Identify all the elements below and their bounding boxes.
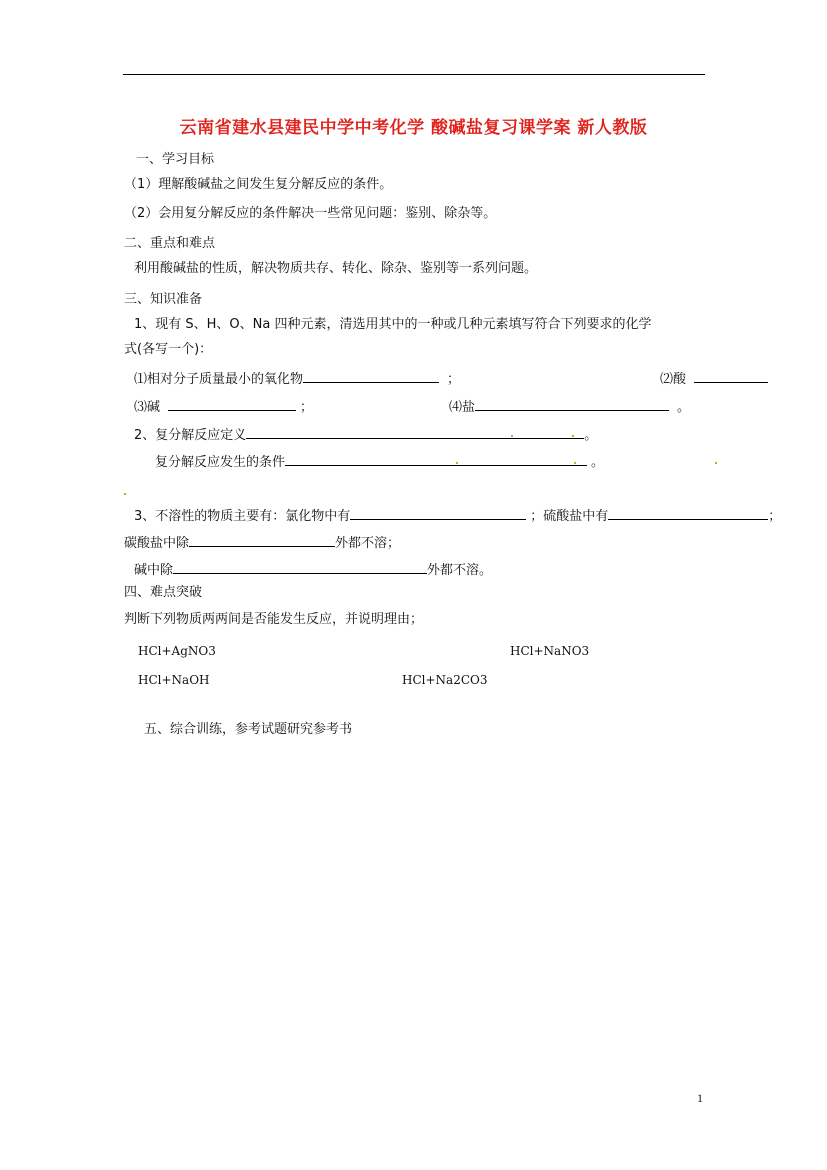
answer-blank[interactable] xyxy=(189,532,335,547)
answer-blank[interactable] xyxy=(694,368,768,383)
question-1a xyxy=(134,368,460,388)
answer-blank[interactable] xyxy=(475,396,669,411)
question-1b-label: ⑵酸 xyxy=(660,372,687,387)
question-1c xyxy=(134,396,313,416)
question-1c-label: ⑶碱 xyxy=(134,400,161,415)
speck xyxy=(572,435,574,437)
question-1d xyxy=(449,396,690,416)
speck xyxy=(574,462,576,464)
question-2b-label: 复分解反应发生的条件 xyxy=(155,455,286,470)
punct: ； xyxy=(768,509,782,524)
answer-blank[interactable] xyxy=(285,451,587,466)
section-2-heading: 二、重点和难点 xyxy=(124,236,216,251)
punct: ； xyxy=(447,372,461,387)
question-2a-label: 2、复分解反应定义 xyxy=(134,428,247,443)
answer-blank[interactable] xyxy=(168,396,296,411)
question-3a-mid: ；硫酸盐中有 xyxy=(530,509,609,524)
section-4-intro: 判断下列物质两两间是否能发生反应，并说明理由； xyxy=(124,612,424,627)
question-3a xyxy=(134,505,781,525)
answer-blank[interactable] xyxy=(173,559,427,574)
speck xyxy=(715,462,717,464)
question-1a-label: ⑴相对分子质量最小的氧化物 xyxy=(134,372,304,387)
answer-blank[interactable] xyxy=(246,424,584,439)
punct: ； xyxy=(300,400,314,415)
section-5-heading: 五、综合训练，参考试题研究参考书 xyxy=(144,722,353,737)
answer-blank[interactable] xyxy=(608,505,768,520)
question-3a-label: 3、不溶性的物质主要有：氯化物中有 xyxy=(134,509,351,524)
punct: 。 xyxy=(584,428,598,443)
header-rule xyxy=(123,74,705,75)
question-1d-label: ⑷盐 xyxy=(449,400,476,415)
section-1-heading: 一、学习目标 xyxy=(136,152,215,167)
reaction-pair: HCl+AgNO3 xyxy=(138,644,216,658)
reaction-pair: HCl+NaNO3 xyxy=(510,644,590,658)
speck xyxy=(511,435,513,437)
question-3b-end: 外都不溶； xyxy=(335,536,401,551)
question-3c xyxy=(134,559,492,579)
question-3b xyxy=(124,532,400,552)
reaction-pair: HCl+NaOH xyxy=(138,673,210,687)
document-title: 云南省建水县建民中学中考化学 酸碱盐复习课学案 新人教版 xyxy=(179,118,648,138)
question-3b-label: 碳酸盐中除 xyxy=(124,536,190,551)
question-1-line-1: 1、现有 S、H、O、Na 四种元素，清选用其中的一种或几种元素填写符合下列要求的化学 xyxy=(134,317,652,332)
question-2b xyxy=(155,451,604,471)
question-3c-end: 外都不溶。 xyxy=(427,563,493,578)
question-1-line-2: 式(各写一个)： xyxy=(124,342,213,357)
section-2-text: 利用酸碱盐的性质，解决物质共存、转化、除杂、鉴别等一系列问题。 xyxy=(134,261,538,276)
section-3-heading: 三、知识准备 xyxy=(124,292,203,307)
speck xyxy=(124,493,126,495)
speck xyxy=(456,462,458,464)
question-2a xyxy=(134,424,597,444)
answer-blank[interactable] xyxy=(350,505,526,520)
punct: 。 xyxy=(677,400,691,415)
reaction-pair: HCl+Na2CO3 xyxy=(402,673,488,687)
section-4-heading: 四、难点突破 xyxy=(124,585,203,600)
question-1b xyxy=(660,368,768,388)
question-3c-label: 碱中除 xyxy=(134,563,174,578)
answer-blank[interactable] xyxy=(303,368,439,383)
objective-2: （2）会用复分解反应的条件解决一些常见问题：鉴别、除杂等。 xyxy=(124,206,497,221)
objective-1: （1）理解酸碱盐之间发生复分解反应的条件。 xyxy=(124,177,393,192)
page-number: 1 xyxy=(697,1091,703,1105)
punct: 。 xyxy=(591,455,605,470)
